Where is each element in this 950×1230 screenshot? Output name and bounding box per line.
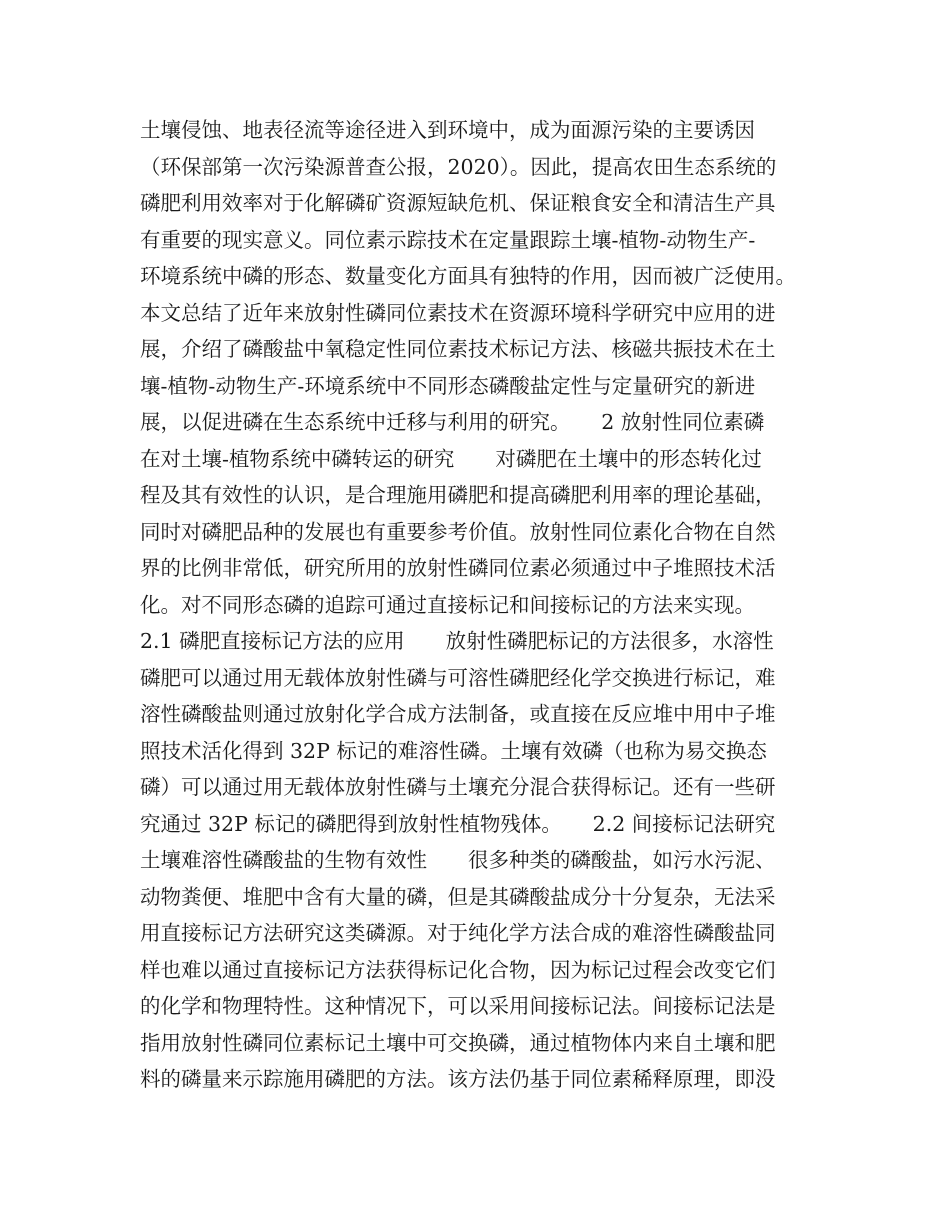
- text-line: （环保部第一次污染源普查公报，2020）。因此，提高农田生态系统的: [140, 154, 777, 179]
- text-line: 用直接标记方法研究这类磷源。对于纯化学方法合成的难溶性磷酸盐同: [140, 921, 776, 945]
- text-line: 有重要的现实意义。同位素示踪技术在定量跟踪土壤-植物-动物生产-: [140, 227, 756, 252]
- text-line: 程及其有效性的认识，是合理施用磷肥和提高磷肥利用率的理论基础，: [140, 483, 776, 507]
- text-line: 2.1 磷肥直接标记方法的应用 放射性磷肥标记的方法很多，水溶性: [140, 629, 774, 653]
- text-line: 展，以促进磷在生态系统中迁移与利用的研究。 2 放射性同位素磷: [140, 410, 765, 434]
- body-text: [140, 112, 840, 1098]
- text-line: 土壤难溶性磷酸盐的生物有效性 很多种类的磷酸盐，如污水污泥、: [140, 848, 776, 872]
- text-line: 的化学和物理特性。这种情况下，可以采用间接标记法。间接标记法是: [140, 994, 776, 1018]
- text-line: 化。对不同形态磷的追踪可通过直接标记和间接标记的方法来实现。: [140, 592, 755, 617]
- text-line: 环境系统中磷的形态、数量变化方面具有独特的作用，因而被广泛使用。: [140, 264, 796, 288]
- text-line: 界的比例非常低，研究所用的放射性磷同位素必须通过中子堆照技术活: [140, 556, 776, 580]
- text-line: 照技术活化得到 32P 标记的难溶性磷。土壤有效磷（也称为易交换态: [140, 738, 767, 763]
- text-line: 指用放射性磷同位素标记土壤中可交换磷，通过植物体内来自土壤和肥: [140, 1030, 776, 1055]
- text-line: 壤-植物-动物生产-环境系统中不同形态磷酸盐定性与定量研究的新进: [140, 373, 756, 398]
- text-line: 磷肥利用效率对于化解磷矿资源短缺危机、保证粮食安全和清洁生产具: [140, 191, 776, 215]
- text-line: 同时对磷肥品种的发展也有重要参考价值。放射性同位素化合物在自然: [140, 519, 776, 544]
- text-line: 本文总结了近年来放射性磷同位素技术在资源环境科学研究中应用的进: [140, 300, 776, 325]
- text-line: 料的磷量来示踪施用磷肥的方法。该方法仍基于同位素稀释原理，即没: [140, 1067, 776, 1091]
- text-line: 动物粪便、堆肥中含有大量的磷，但是其磷酸盐成分十分复杂，无法采: [140, 884, 776, 909]
- text-line: 溶性磷酸盐则通过放射化学合成方法制备，或直接在反应堆中用中子堆: [140, 702, 776, 726]
- text-line: 展，介绍了磷酸盐中氧稳定性同位素技术标记方法、核磁共振技术在土: [140, 337, 776, 361]
- text-line: 样也难以通过直接标记方法获得标记化合物，因为标记过程会改变它们: [140, 957, 776, 982]
- text-line: 土壤侵蚀、地表径流等途径进入到环境中，成为面源污染的主要诱因: [140, 118, 755, 142]
- text-line: 在对土壤-植物系统中磷转运的研究 对磷肥在土壤中的形态转化过: [140, 446, 762, 471]
- text-line: 究通过 32P 标记的磷肥得到放射性植物残体。 2.2 间接标记法研究: [140, 811, 776, 836]
- text-line: 磷肥可以通过用无载体放射性磷与可溶性磷肥经化学交换进行标记，难: [140, 665, 776, 690]
- text-line: 磷）可以通过用无载体放射性磷与土壤充分混合获得标记。还有一些研: [140, 775, 776, 799]
